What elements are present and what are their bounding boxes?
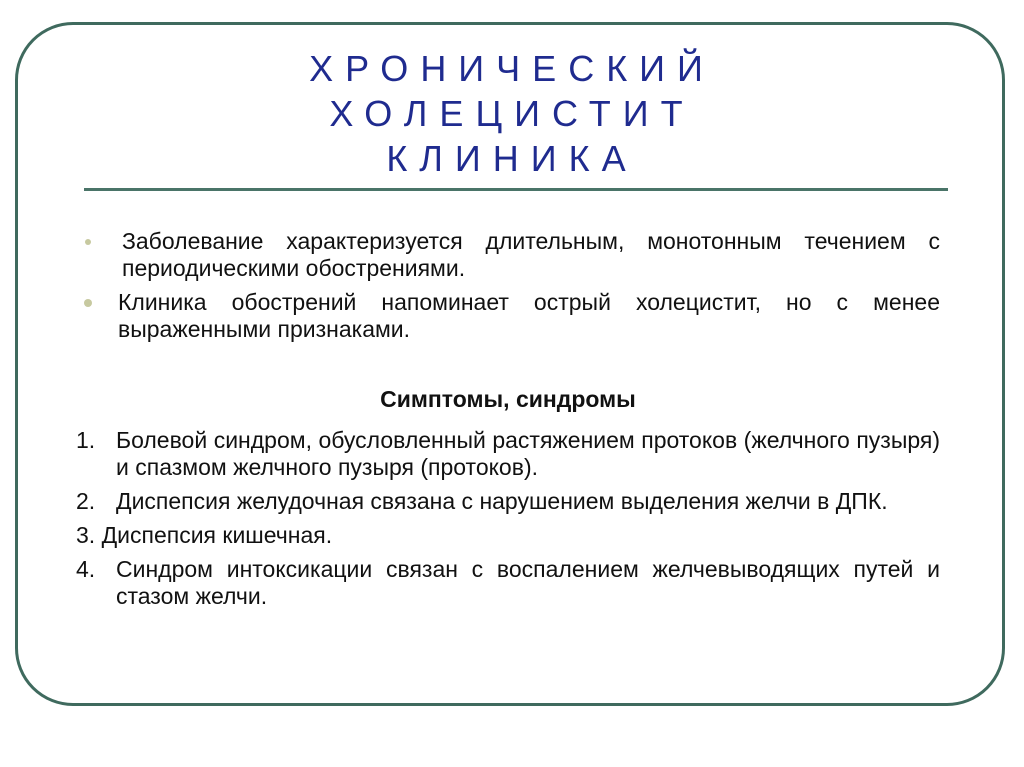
symptom-number: 1.	[76, 427, 96, 453]
symptom-number: 2.	[76, 488, 96, 514]
symptom-number: 4.	[76, 556, 96, 582]
symptom-item	[76, 427, 940, 481]
symptom-text: Диспепсия кишечная.	[101, 522, 333, 548]
section-heading: Симптомы, синдромы	[380, 386, 636, 412]
symptom-text: Болевой синдром, обусловленный растяжением протоков (желчного пузыря) и спазмом желчного пузыря (протоков).	[116, 427, 940, 480]
symptom-item	[76, 488, 940, 515]
symptom-text: Диспепсия желудочная связана с нарушением выделения желчи в ДПК.	[116, 488, 888, 514]
title-line-1: ХРОНИЧЕСКИЙ	[309, 48, 715, 89]
title-line-2: ХОЛЕЦИСТИТ	[329, 93, 695, 134]
bullet-dot-icon	[85, 239, 91, 245]
symptom-item	[76, 522, 940, 549]
bullet-item	[76, 289, 940, 343]
title-divider	[84, 188, 948, 191]
symptom-text: Синдром интоксикации связан с воспалением желчевыводящих путей и стазом желчи.	[116, 556, 940, 609]
bullet-text: Заболевание характеризуется длительным, монотонным течением с периодическими обострениями.	[122, 228, 940, 281]
title-line-3: КЛИНИКА	[386, 138, 638, 179]
bullet-dot-icon	[84, 299, 92, 307]
slide-title	[80, 46, 944, 181]
slide-body	[76, 228, 940, 617]
symptom-number: 3.	[76, 522, 102, 548]
symptom-list	[76, 427, 940, 610]
bullet-text: Клиника обострений напоминает острый холецистит, но с менее выраженными признаками.	[118, 289, 940, 342]
bullet-list	[76, 228, 940, 343]
symptom-item	[76, 556, 940, 610]
bullet-item	[76, 228, 940, 282]
